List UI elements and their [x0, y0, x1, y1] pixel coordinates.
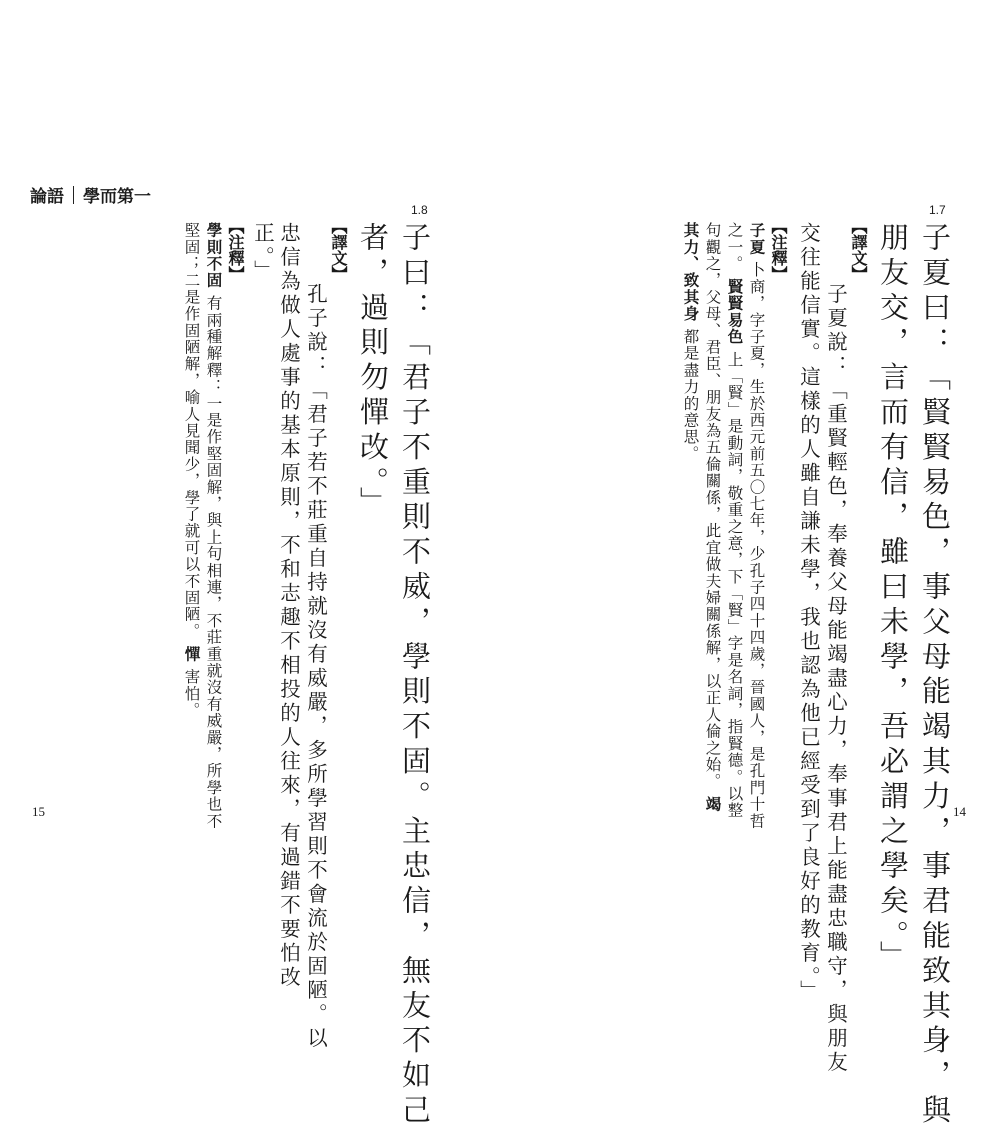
page-number: 15	[32, 804, 45, 819]
note-term: 學則不固	[204, 222, 224, 289]
note-line	[748, 222, 765, 829]
note-term: 竭	[703, 795, 723, 813]
classic-text-line: 子曰：「君子不重則不威，學則不固。主忠信，無友不如己	[398, 222, 432, 1129]
running-head-divider	[73, 186, 74, 204]
running-head	[30, 182, 151, 207]
note-line	[682, 222, 699, 462]
note-text: 堅固；二是作固陋解，喻人見聞少，學了就可以不固陋。	[182, 222, 201, 640]
translation-line: 子夏說：「重賢輕色，奉養父母能竭盡心力，奉事君上能盡忠職守，與朋友	[823, 283, 848, 1075]
note-line	[704, 222, 721, 813]
note-term: 賢賢易色	[725, 278, 745, 346]
translation-line: 忠信為做人處事的基本原則，不和志趣不相投的人往來，有過錯不要怕改	[276, 222, 301, 990]
translation-line: 交往能信實。這樣的人雖自謙未學，我也認為他已經受到了良好的教育。」	[796, 222, 821, 1004]
section-number: 1.8	[411, 203, 428, 217]
translation-line: 正。」	[250, 222, 275, 284]
book-title: 論語	[30, 187, 64, 207]
page-number: 14	[953, 804, 966, 819]
translation-label: 【譯文】	[849, 218, 868, 282]
note-text: 害怕。	[182, 668, 201, 719]
note-line	[726, 222, 743, 819]
note-line	[183, 222, 200, 719]
note-term: 憚	[182, 645, 202, 663]
note-term: 其力、致其身	[681, 222, 701, 323]
note-text: 句觀之，父母、君臣、朋友為五倫關係，此宜做夫婦關係解，以正人倫之始。	[703, 222, 722, 790]
notes-label: 【注釋】	[769, 218, 788, 282]
classic-text-line: 者，過則勿憚改。」	[356, 222, 390, 522]
chapter-title: 學而第一	[83, 187, 151, 207]
classic-text-line: 子夏曰：「賢賢易色，事父母能竭其力，事君能致其身，與	[918, 222, 952, 1129]
note-text: 上「賢」是動詞，敬重之意，下「賢」字是名詞，指賢德。以整	[725, 351, 744, 819]
note-text: 都是盡力的意思。	[681, 328, 700, 462]
translation-line: 孔子說：「君子若不莊重自持就沒有威嚴，多所學習則不會流於固陋。以	[303, 283, 328, 1051]
note-term: 子夏	[747, 222, 767, 256]
note-text: 之一。	[725, 222, 744, 273]
translation-label: 【譯文】	[329, 218, 348, 282]
note-text: 卜商，字子夏，生於西元前五〇七年，少孔子四十四歲，晉國人，是孔門十哲	[747, 261, 766, 830]
note-line	[205, 222, 222, 829]
notes-label: 【注釋】	[226, 218, 245, 282]
note-text: 有兩種解釋：一是作堅固解，與上句相連，不莊重就沒有威嚴，所學也不	[204, 294, 223, 830]
classic-text-line: 朋友交，言而有信，雖曰未學，吾必謂之學矣。」	[876, 222, 910, 976]
section-number: 1.7	[929, 203, 946, 217]
